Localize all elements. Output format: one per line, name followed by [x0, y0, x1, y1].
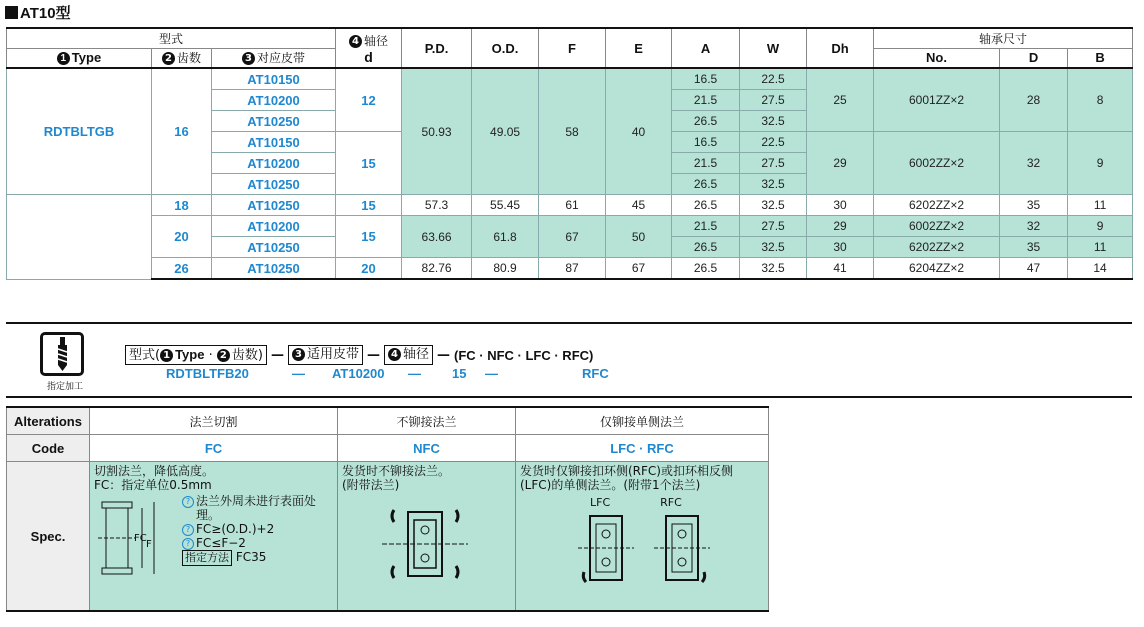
bearing-no-cell: 6204ZZ×2	[874, 258, 1000, 280]
f-cell: 61	[539, 195, 606, 216]
header-type	[7, 48, 152, 68]
bearing-b-cell: 8	[1068, 68, 1133, 132]
w-cell: 27.5	[740, 216, 807, 237]
teeth-cell: 16	[152, 68, 212, 195]
bearing-d-cell: 35	[1000, 195, 1068, 216]
dh-cell: 30	[807, 195, 874, 216]
nfc-code: NFC	[338, 435, 516, 462]
note-text: 法兰外周未进行表面处理。	[196, 494, 317, 522]
a-cell: 26.5	[672, 174, 740, 195]
w-cell: 32.5	[740, 174, 807, 195]
fc-note-1	[182, 494, 332, 522]
header-d: D	[1000, 48, 1068, 68]
model-box-text: 型式(	[129, 348, 161, 363]
header-pd: P.D.	[402, 28, 472, 68]
rfc-label: RFC	[660, 496, 682, 509]
example-shaft-value: 15	[452, 366, 467, 381]
dh-cell: 30	[807, 237, 874, 258]
fc-dim-label: FC	[134, 533, 147, 544]
w-cell: 22.5	[740, 132, 807, 153]
header-no: No.	[874, 48, 1000, 68]
alterations-table	[6, 406, 769, 612]
e-cell: 45	[606, 195, 672, 216]
header-belt	[212, 48, 336, 68]
belt-cell: AT10250	[212, 237, 336, 258]
bearing-b-cell: 11	[1068, 237, 1133, 258]
type-cell-empty	[7, 195, 152, 280]
dash-value: —	[292, 366, 305, 381]
pd-cell: 57.3	[402, 195, 472, 216]
alterations-header-row	[7, 407, 769, 435]
e-cell: 67	[606, 258, 672, 280]
spec-table	[6, 27, 1133, 280]
method-label: 指定方法	[182, 550, 232, 566]
a-cell: 26.5	[672, 111, 740, 132]
code-label: Code	[7, 435, 90, 462]
fc-line2: FC：指定单位0.5mm	[94, 478, 212, 492]
nfc-pulley-diagram	[342, 496, 512, 592]
bearing-no-cell: 6202ZZ×2	[874, 195, 1000, 216]
dash-separator: —	[366, 347, 380, 363]
a-cell: 26.5	[672, 258, 740, 280]
a-cell: 16.5	[672, 132, 740, 153]
fc-note-3	[182, 536, 332, 550]
lfc-rfc-title: 仅铆接单侧法兰	[516, 407, 769, 435]
lfc-label: LFC	[590, 496, 611, 509]
bearing-d-cell: 32	[1000, 216, 1068, 237]
bearing-d-cell: 32	[1000, 132, 1068, 195]
alterations-label: Alterations	[7, 407, 90, 435]
header-shaft	[336, 28, 402, 68]
dh-cell: 25	[807, 68, 874, 132]
belt-cell: AT10250	[212, 258, 336, 280]
example-model-box	[125, 345, 267, 365]
w-cell: 32.5	[740, 111, 807, 132]
e-cell: 50	[606, 216, 672, 258]
header-type-label: Type	[71, 50, 102, 66]
header-shaft-label: 轴径	[364, 33, 389, 48]
od-cell: 80.9	[472, 258, 539, 280]
circle-4-icon: 4	[388, 348, 401, 361]
table-row	[7, 258, 1133, 280]
belt-cell: AT10200	[212, 216, 336, 237]
page-title	[5, 2, 71, 22]
example-belt-box	[288, 345, 363, 365]
info-icon: ?	[182, 496, 194, 508]
f-cell: 58	[539, 68, 606, 195]
w-cell: 32.5	[740, 237, 807, 258]
w-cell: 22.5	[740, 68, 807, 90]
bearing-no-cell: 6202ZZ×2	[874, 237, 1000, 258]
lfc-rfc-code: LFC · RFC	[516, 435, 769, 462]
belt-cell: AT10250	[212, 111, 336, 132]
nfc-line2: (附带法兰)	[342, 478, 400, 492]
header-teeth	[152, 48, 212, 68]
fc-spec	[90, 462, 338, 612]
pd-cell: 50.93	[402, 68, 472, 195]
teeth-cell: 18	[152, 195, 212, 216]
od-cell: 49.05	[472, 68, 539, 195]
fc-line1: 切割法兰，降低高度。	[94, 464, 215, 478]
belt-cell: AT10150	[212, 68, 336, 90]
bearing-b-cell: 9	[1068, 216, 1133, 237]
note-text: FC≤F−2	[196, 536, 246, 550]
header-dh: Dh	[807, 28, 874, 68]
od-cell: 55.45	[472, 195, 539, 216]
a-cell: 21.5	[672, 216, 740, 237]
bearing-no-cell: 6002ZZ×2	[874, 132, 1000, 195]
dh-cell: 29	[807, 216, 874, 237]
table-row	[7, 68, 1133, 90]
bearing-no-cell: 6001ZZ×2	[874, 68, 1000, 132]
alterations-code-row	[7, 435, 769, 462]
header-bearing-group: 轴承尺寸	[874, 28, 1133, 48]
lfc-rfc-spec	[516, 462, 769, 612]
teeth-cell: 26	[152, 258, 212, 280]
table-row	[7, 195, 1133, 216]
shaft-cell: 15	[336, 216, 402, 258]
pd-cell: 63.66	[402, 216, 472, 258]
bearing-b-cell: 9	[1068, 132, 1133, 195]
w-cell: 32.5	[740, 195, 807, 216]
belt-cell: AT10150	[212, 132, 336, 153]
info-icon: ?	[182, 538, 194, 550]
w-cell: 27.5	[740, 90, 807, 111]
example-shaft-box	[384, 345, 433, 365]
dh-cell: 41	[807, 258, 874, 280]
fc-code: FC	[90, 435, 338, 462]
a-cell: 21.5	[672, 153, 740, 174]
a-cell: 26.5	[672, 237, 740, 258]
bearing-b-cell: 14	[1068, 258, 1133, 280]
lfc-rfc-diagram	[520, 510, 760, 590]
header-a: A	[672, 28, 740, 68]
teeth-cell: 20	[152, 216, 212, 258]
bearing-no-cell: 6002ZZ×2	[874, 216, 1000, 237]
bearing-d-cell: 35	[1000, 237, 1068, 258]
dh-cell: 29	[807, 132, 874, 195]
fc-note-2	[182, 522, 332, 536]
teeth-word: 齿数)	[231, 348, 263, 363]
belt-cell: AT10200	[212, 153, 336, 174]
ordering-example	[6, 322, 1132, 398]
e-cell: 40	[606, 68, 672, 195]
info-icon: ?	[182, 524, 194, 536]
nfc-line1: 发货时不铆接法兰。	[342, 464, 451, 478]
bearing-d-cell: 28	[1000, 68, 1068, 132]
dot-separator: ·	[208, 348, 213, 363]
title-square-icon	[5, 6, 18, 19]
header-b: B	[1068, 48, 1133, 68]
header-teeth-label: 齿数	[176, 51, 201, 66]
shaft-box-text: 轴径	[402, 347, 429, 362]
bearing-b-cell: 11	[1068, 195, 1133, 216]
circle-4-icon: 4	[349, 35, 362, 48]
header-belt-label: 对应皮带	[257, 51, 306, 66]
table-row	[7, 216, 1133, 237]
circle-3-icon: 3	[292, 348, 305, 361]
dash-separator: —	[270, 347, 284, 363]
dash-value: —	[408, 366, 421, 381]
example-belt-value: AT10200	[332, 366, 385, 381]
belt-box-text: 适用皮带	[306, 347, 359, 362]
header-f: F	[539, 28, 606, 68]
header-model-group: 型式	[7, 28, 336, 48]
shaft-cell: 15	[336, 195, 402, 216]
type-cell: RDTBLTGB	[7, 68, 152, 195]
circle-1-icon: 1	[57, 52, 70, 65]
w-cell: 32.5	[740, 258, 807, 280]
f-dim-label: F	[146, 539, 152, 550]
w-cell: 27.5	[740, 153, 807, 174]
f-cell: 67	[539, 216, 606, 258]
belt-cell: AT10250	[212, 195, 336, 216]
dash-value: —	[485, 366, 498, 381]
belt-cell: AT10200	[212, 90, 336, 111]
example-code-value: RFC	[582, 366, 609, 381]
type-word: Type	[175, 347, 205, 362]
circle-2-icon: 2	[162, 52, 175, 65]
icon-caption: 指定加工	[46, 382, 83, 392]
example-format-row	[125, 345, 593, 365]
bearing-d-cell: 47	[1000, 258, 1068, 280]
note-text: FC≥(O.D.)+2	[196, 522, 275, 536]
header-e: E	[606, 28, 672, 68]
circle-1-icon: 1	[160, 349, 173, 362]
belt-cell: AT10250	[212, 174, 336, 195]
f-cell: 87	[539, 258, 606, 280]
method-value: FC35	[235, 550, 267, 564]
header-shaft-d: d	[364, 48, 373, 65]
circle-3-icon: 3	[242, 52, 255, 65]
a-cell: 26.5	[672, 195, 740, 216]
circle-2-icon: 2	[217, 349, 230, 362]
spec-label: Spec.	[7, 462, 90, 612]
pd-cell: 82.76	[402, 258, 472, 280]
fc-title: 法兰切割	[90, 407, 338, 435]
title-text: AT10型	[20, 4, 71, 22]
nfc-spec	[338, 462, 516, 612]
drill-icon	[40, 332, 84, 376]
dash-separator: —	[437, 347, 450, 363]
example-model-value: RDTBLTFB20	[166, 366, 249, 381]
shaft-cell: 15	[336, 132, 402, 195]
alterations-spec-row	[7, 462, 769, 612]
od-cell: 61.8	[472, 216, 539, 258]
example-codes: (FC · NFC · LFC · RFC)	[454, 347, 594, 363]
a-cell: 16.5	[672, 68, 740, 90]
nfc-title: 不铆接法兰	[338, 407, 516, 435]
shaft-cell: 20	[336, 258, 402, 280]
lfc-rfc-desc: 发货时仅铆接扣环侧(RFC)或扣环相反侧(LFC)的单侧法兰。(附带1个法兰)	[520, 464, 733, 492]
header-w: W	[740, 28, 807, 68]
a-cell: 21.5	[672, 90, 740, 111]
fc-method	[182, 550, 332, 566]
shaft-cell: 12	[336, 68, 402, 132]
header-od: O.D.	[472, 28, 539, 68]
